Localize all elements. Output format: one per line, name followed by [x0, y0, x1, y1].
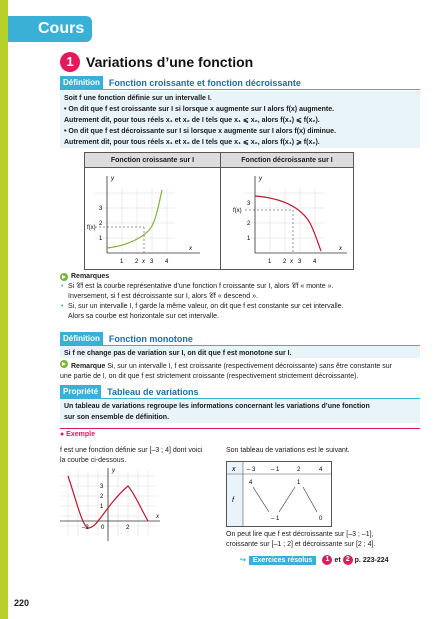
left-xtick: 3	[150, 259, 154, 265]
remark-item: • Si, sur un intervalle I, f garde la même valeur, on dit que f est constante sur cet intervalle.	[60, 302, 420, 312]
example-conclusion	[226, 530, 375, 550]
footer-label[interactable]: Exercices résolus	[249, 556, 317, 565]
var-arrow-down	[303, 487, 317, 512]
property-box	[60, 399, 420, 423]
play-icon	[60, 360, 68, 368]
section-tag	[8, 16, 92, 42]
definition-monotone-box	[60, 346, 420, 358]
right-xtick: x	[290, 259, 293, 265]
remark-item: • Si 𝒞f est la courbe représentative d’une fonction f croissante sur I, alors 𝒞f « monte ».	[60, 282, 420, 292]
right-ytick: 2	[247, 221, 251, 227]
comparison-table	[84, 152, 354, 270]
example-line: la courbe ci-dessous.	[60, 457, 127, 464]
example-ytick: 3	[100, 484, 104, 490]
footer-et: et	[334, 556, 341, 564]
footer-pages: p. 223-224	[354, 556, 389, 564]
play-icon	[60, 273, 68, 281]
var-fval: 4	[249, 480, 253, 486]
remark2-label: Remarque	[71, 363, 106, 370]
def-line: Autrement dit, pour tous réels x₁ et x₂ de I tels que x₁ ⩽ x₂, alors f(x₁) ⩾ f(x₂).	[64, 139, 320, 146]
var-f-label: f	[232, 497, 234, 504]
var-xval: – 3	[247, 467, 256, 473]
left-y-label: y	[111, 176, 114, 182]
example-y-label: y	[112, 468, 115, 474]
prop-line: Un tableau de variations regroupe les informations concernant les variations d’une fonction	[64, 403, 370, 410]
left-xtick: 4	[165, 259, 169, 265]
right-xtick: 2	[283, 259, 287, 265]
example-header: ● Exemple	[60, 428, 420, 438]
remark-item: Alors sa courbe est horizontale sur cet intervalle.	[68, 313, 219, 320]
var-x-label: x	[232, 466, 236, 473]
right-ytick: 1	[247, 236, 251, 242]
remark2-text: Si, sur un intervalle I, f est croissante (respectivement décroissante) sans être constante sur	[107, 363, 392, 370]
right-decreasing-curve	[255, 196, 321, 251]
left-ytick: 3	[99, 206, 103, 212]
example-x-label: x	[156, 514, 159, 520]
right-ytick: 3	[247, 201, 251, 207]
definition-tag: Définition	[60, 76, 103, 89]
remarks-block	[60, 272, 420, 322]
var-xval: 2	[297, 467, 301, 473]
def-line: • On dit que f est décroissante sur I si lorsque x augmente sur I alors f(x) diminue.	[64, 128, 337, 135]
definition-title: Fonction monotone	[108, 333, 193, 344]
example-ytick: 2	[100, 494, 104, 500]
variation-table-drawing	[227, 462, 331, 526]
def-line: Si f ne change pas de variation sur I, on dit que f est monotone sur I.	[64, 350, 292, 357]
right-xtick: 3	[298, 259, 302, 265]
arrow-icon: ↪	[240, 557, 246, 564]
remarks-title: Remarques	[71, 273, 110, 280]
left-ytick: 2	[99, 221, 103, 227]
var-fval: 1	[297, 480, 301, 486]
example-graph	[60, 466, 170, 546]
left-xtick: 1	[120, 259, 124, 265]
example-ytick: 1	[100, 504, 104, 510]
left-xtick: 2	[135, 259, 139, 265]
page-number: 220	[14, 598, 30, 608]
right-x-label: x	[339, 246, 342, 252]
right-y-label: y	[259, 176, 262, 182]
property-title: Tableau de variations	[107, 386, 199, 397]
section-tag-label: Cours	[38, 20, 85, 37]
variation-table	[226, 461, 332, 527]
definition-title: Fonction croissante et fonction décroissante	[108, 77, 301, 88]
var-arrow-down	[253, 487, 269, 512]
def-line: Soit f une fonction définie sur un intervalle I.	[64, 95, 212, 102]
var-fval: – 1	[271, 516, 280, 522]
sidebar-strip	[0, 0, 8, 619]
def-line: Autrement dit, pour tous réels x₁ et x₂ de I tels que x₁ ⩽ x₂, alors f(x₁) ⩽ f(x₂).	[64, 117, 320, 124]
example-xtick: –2	[82, 525, 89, 531]
right-xtick: 1	[268, 259, 272, 265]
var-xval: – 1	[271, 467, 280, 473]
prop-line: sur son ensemble de définition.	[64, 414, 170, 421]
footer-number: 1	[322, 555, 332, 565]
remarks-header	[60, 272, 420, 282]
definition-tag: Définition	[60, 332, 103, 345]
remark-item: Inversement, si f est décroissante sur I, alors 𝒞f « descend ».	[68, 293, 258, 300]
example-right-text: Son tableau de variations est le suivant.	[226, 447, 350, 454]
left-x-label: x	[189, 246, 192, 252]
right-xtick: 4	[313, 259, 317, 265]
property-bar	[60, 385, 420, 399]
definition-monotone-bar	[60, 332, 420, 346]
footer-link[interactable]	[240, 555, 389, 565]
heading-title: Variations d’une fonction	[86, 54, 254, 70]
page-heading	[60, 52, 253, 72]
footer-number: 2	[343, 555, 353, 565]
table-header-increasing: Fonction croissante sur I	[85, 153, 220, 168]
comparison-graphs	[85, 168, 353, 269]
left-fx-label: f(x)	[87, 225, 96, 231]
remark2-line	[60, 360, 420, 372]
table-header-decreasing: Fonction décroissante sur I	[221, 153, 353, 168]
var-fval: 0	[319, 516, 323, 522]
var-arrow-up	[279, 487, 295, 512]
var-xval: 4	[319, 467, 323, 473]
conclusion-line: On peut lire que f est décroissante sur [–3 ; –1],	[226, 531, 374, 538]
def-line: • On dit que f est croissante sur I si lorsque x augmente sur I alors f(x) augmente.	[64, 106, 335, 113]
example-line: f est une fonction définie sur [–3 ; 4] dont voici	[60, 447, 203, 454]
heading-number: 1	[60, 52, 80, 72]
example-left-text	[60, 446, 202, 466]
property-tag: Propriété	[60, 385, 101, 398]
example-xtick: 2	[126, 525, 130, 531]
left-ytick: 1	[99, 236, 103, 242]
left-increasing-curve	[107, 190, 162, 248]
remark2-line: une partie de I, on dit que f est strictement croissante (respectivement strictement décroissante).	[60, 373, 359, 380]
remark2-block	[60, 360, 420, 382]
example-xtick: 0	[101, 525, 105, 531]
conclusion-line: croissante sur [–1 ; 2] et décroissante sur [2 ; 4].	[226, 541, 376, 548]
right-fx-label: f(x)	[233, 208, 242, 214]
definition-bar	[60, 76, 420, 90]
definition-box	[60, 91, 420, 148]
left-xtick: x	[142, 259, 145, 265]
